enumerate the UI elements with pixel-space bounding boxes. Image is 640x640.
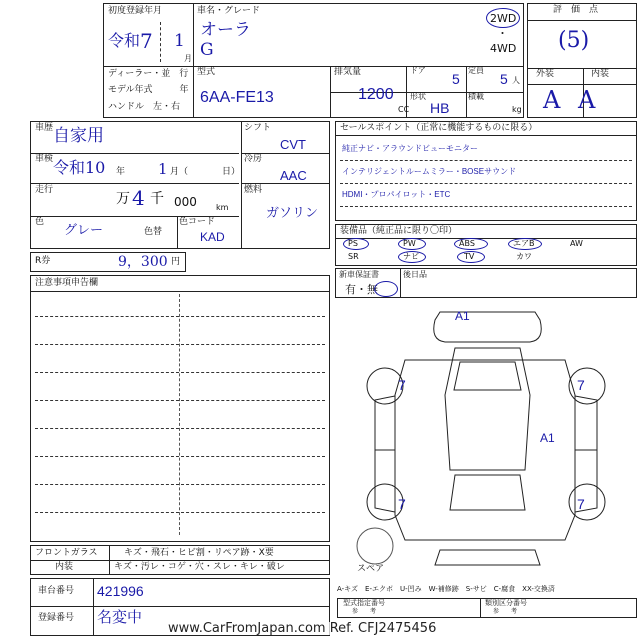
shaken-day-unit: 日）: [222, 167, 241, 177]
mileage-000: 000: [174, 195, 197, 209]
equip-pw: PW: [403, 239, 416, 248]
type-value: 6AA-FE13: [200, 89, 274, 106]
capacity-label: 定員: [468, 66, 484, 75]
damage-tire-rr: 7: [577, 496, 585, 512]
car-name-label: 車名・グレード: [197, 6, 261, 16]
reg-year-label: 初度登録年月: [108, 6, 163, 16]
equip-abs: ABS: [459, 239, 475, 248]
yen-unit: 円: [171, 257, 181, 267]
damage-side: A1: [540, 431, 555, 445]
model-designation-label: 型式指定番号: [343, 599, 385, 607]
person-unit: 人: [512, 76, 520, 85]
recycle-label: R券: [35, 256, 51, 266]
damage-tire-rl: 7: [398, 496, 406, 512]
reg-divider: [160, 22, 161, 62]
equipment-label: 装備品（純正品に限り〇印）: [340, 226, 458, 236]
damage-front: A1: [455, 309, 470, 323]
interior-label: 内装: [591, 69, 610, 79]
usage-label: 車歴: [35, 123, 54, 133]
equip-ps: PS: [348, 239, 358, 248]
displacement-value: 1200: [358, 86, 394, 103]
fuel-label: 燃料: [244, 185, 263, 195]
chassis-label: 車台番号: [38, 586, 75, 596]
ac-value: AAC: [280, 168, 307, 183]
shaken-value: 令和10: [53, 158, 106, 177]
interior-row-label: 内装: [55, 562, 74, 572]
type-label: 型式: [197, 67, 216, 77]
sales-point-3: HDMI・プロパイロット・ETC: [342, 190, 451, 199]
damage-tire-fl: 7: [398, 377, 406, 393]
chassis-value: 421996: [97, 583, 144, 599]
color-code-value: KAD: [200, 230, 225, 244]
category-ref: 参 考: [493, 608, 518, 615]
color-label: 色: [35, 217, 45, 227]
sales-point-2: インテリジェントルームミラー・BOSEサウンド: [342, 167, 517, 176]
exterior-label: 外装: [536, 69, 555, 79]
km-unit: km: [216, 203, 229, 212]
warranty-value: 有・無: [345, 283, 378, 296]
grade: G: [200, 40, 214, 60]
sales-points-label: セールスポイント（正常に機能するものに限る）: [340, 123, 538, 133]
shaken-month-unit: 月（: [170, 167, 189, 177]
header-block: [103, 3, 524, 118]
model-year-label: モデル年式 年: [108, 85, 189, 95]
shape-label: 形状: [410, 92, 426, 101]
dealer-label: ディーラー・並 行: [108, 69, 189, 79]
load-label: 積載: [468, 92, 484, 101]
kg-unit: kg: [512, 105, 522, 114]
ac-label: 冷房: [244, 154, 263, 164]
color-change-label: 色替: [144, 227, 163, 237]
sales-point-1: 純正ナビ・アラウンドビューモニター: [342, 144, 478, 153]
back-seal-label: 後日品: [403, 270, 427, 279]
equip-airbag: エアB: [513, 239, 535, 248]
reg-year: 7: [140, 29, 153, 53]
vehicle-diagram: [335, 300, 637, 580]
interior-row-value: キズ・汚レ・コゲ・穴・スレ・キレ・破レ: [114, 562, 285, 572]
color-value: グレー: [64, 223, 104, 238]
score-label: 評 価 点: [553, 5, 599, 15]
color-code-label: 色コード: [179, 217, 216, 227]
mileage-label: 走行: [35, 185, 54, 195]
damage-legend: A-キズ E-エクボ U-凹み W-補修跡 S-サビ C-腐食 XX-交換済: [337, 585, 555, 593]
equip-navi: ナビ: [403, 252, 419, 261]
watermark: www.CarFromJapan.com Ref. CFJ2475456: [168, 621, 437, 636]
reg-no-value: 名変中: [97, 608, 143, 626]
reg-no-label: 登録番号: [38, 613, 75, 623]
shape-value: HB: [430, 100, 450, 116]
mileage-sen: 千: [150, 191, 164, 207]
drive-4wd: 4WD: [490, 42, 517, 55]
equip-tv: TV: [464, 252, 475, 261]
shaken-label: 車検: [35, 154, 54, 164]
interior-grade: A: [578, 86, 596, 114]
recycle-value: 9，300: [118, 254, 168, 270]
mileage-4: 4: [132, 186, 145, 210]
reg-month: 1: [174, 31, 185, 51]
usage-value: 自家用: [53, 126, 104, 146]
score-value: (5): [558, 28, 590, 53]
equip-aw: AW: [570, 239, 583, 248]
displacement-label: 排気量: [334, 67, 362, 77]
mileage-man: 万: [116, 191, 130, 207]
exterior-grade: A: [543, 86, 561, 114]
door-value: 5: [452, 71, 460, 87]
notes-block: [30, 275, 330, 542]
capacity-value: 5: [500, 71, 508, 87]
warranty-label: 新車保証書: [339, 270, 379, 279]
shaken-month: 1: [158, 160, 168, 178]
spare-label: スペア: [357, 564, 385, 574]
notes-label: 注意事項申告欄: [35, 278, 99, 288]
drive-2wd: 2WD: [490, 12, 517, 25]
fuel-value: ガソリン: [266, 206, 319, 221]
shaken-year-unit: 年: [116, 167, 126, 177]
model-designation-ref: 参 考: [352, 608, 377, 615]
cc-unit: CC: [398, 105, 410, 114]
car-name: オーラ: [200, 20, 251, 40]
windshield-label: フロントガラス: [35, 548, 98, 558]
equip-leather: カワ: [516, 252, 532, 261]
category-label: 類別区分番号: [485, 599, 527, 607]
reg-month-unit: 月: [184, 54, 192, 63]
equip-sr: SR: [348, 252, 359, 261]
reg-era: 令和: [108, 31, 141, 50]
drive-dot: ・: [497, 27, 508, 40]
damage-tire-fr: 7: [577, 377, 585, 393]
spare-tire-icon: [357, 528, 393, 564]
shift-value: CVT: [280, 137, 306, 152]
door-label: ドア: [410, 66, 426, 75]
windshield-value: キズ・飛石・ヒビ割・リペア跡・X要: [124, 548, 274, 558]
handle-label: ハンドル 左・右: [108, 102, 181, 112]
shift-label: シフト: [244, 123, 272, 133]
warranty-circle: [374, 281, 398, 297]
